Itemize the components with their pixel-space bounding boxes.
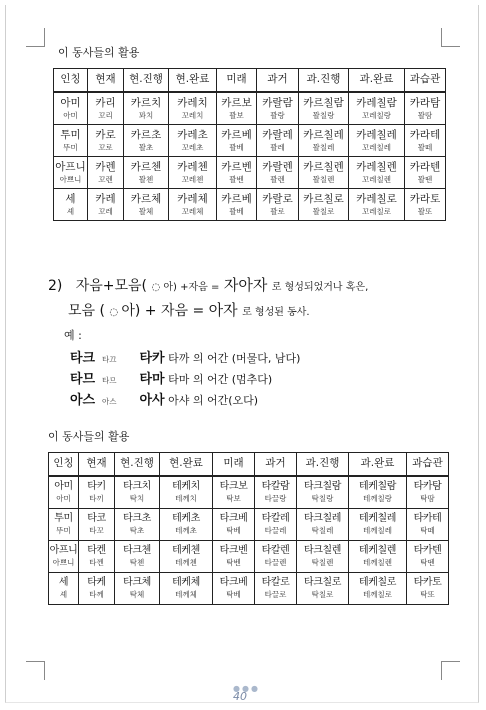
pronunciation: 꽐칠랑 [312,110,335,120]
table-cell [257,125,299,157]
column-header: 과습관 [407,453,449,477]
conjugated-form: 타크베 [219,576,248,588]
conjugated-form: 카레 [95,192,116,205]
pronunciation: 탁떼 [420,526,435,536]
table-cell [169,157,217,189]
column-header: 미래 [217,69,257,93]
conjugated-form: 타크체 [123,576,151,588]
conjugated-form: 투미 [60,128,81,141]
pronunciation: 테께치 [175,494,197,504]
pronunciation: 테께칠로 [363,590,392,600]
pronunciation: 타끼 [89,494,104,504]
table-header-row [49,453,449,477]
crop-mark-top-left [26,28,45,47]
pronunciation: 꽐뗀 [417,174,433,184]
conjugated-form: 카레초 [177,128,208,141]
table-cell [217,189,257,221]
pronunciation: 타껜 [89,558,104,568]
pronunciation: 꽐땀 [417,110,433,120]
conjugated-form: 카랄로 [262,192,293,205]
conjugated-form: 타크칠람 [303,480,342,492]
person-cell [49,509,79,541]
conjugated-form: 카레체 [177,192,208,205]
pronunciation: 꽐베 [229,206,244,216]
table-cell [299,189,349,221]
column-header: 과거 [257,69,299,93]
conjugated-form: 카랄람 [262,96,293,109]
table-cell [255,541,297,573]
table-cell [255,476,297,509]
table-row [54,92,446,125]
conjugated-form: 타키 [87,480,106,492]
conjugated-form: 카르베 [221,192,252,205]
conjugated-form: 카르베 [221,128,252,141]
pronunciation: 꼬로 [98,142,113,152]
table-cell [349,125,405,157]
conjugated-form: 타카탐 [413,480,442,492]
table-cell [79,476,115,509]
pronunciation: 꼬레칠랑 [362,110,391,120]
pronunciation: 테께첸 [175,558,197,568]
conjugated-form: 카레첸 [177,160,208,173]
pronunciation: 꽐보 [229,110,244,120]
table-cell [169,92,217,125]
pronunciation: 탁보 [226,494,241,504]
conjugated-form: 아프니 [49,544,78,556]
table-cell [349,92,405,125]
section-heading-2: 이 동사들의 활용 [48,430,130,443]
conjugated-form: 타카테 [413,512,442,524]
table-row [54,157,446,189]
table-row [54,125,446,157]
column-header: 현.완료 [169,69,217,93]
conjugated-form: 아프니 [55,160,86,173]
table-cell [349,541,407,573]
pronunciation: 꼬리 [98,110,113,120]
section-number: 2) [48,278,63,294]
conjugated-form: 카레치 [177,96,208,109]
conjugated-form: 카르초 [130,128,162,141]
conjugated-form: 타크베 [219,512,248,524]
table-cell [160,509,213,541]
conjugated-form: 세 [58,576,69,588]
table-cell [79,573,115,605]
pronunciation: 타끌랑 [264,494,287,504]
formula-part: 자음+모음( [75,278,148,294]
conjugated-form: 아미 [54,480,73,492]
pronunciation: 아미 [63,110,78,120]
conjugation-table-1 [53,68,446,221]
table-cell [299,92,349,125]
conjugated-form: 타크칠레 [303,512,342,524]
pronunciation: 타끌렌 [264,558,287,568]
pronunciation: 타끌레 [264,526,287,536]
table-header-row [54,69,446,93]
table-cell [217,92,257,125]
column-header: 인칭 [49,453,79,477]
pronunciation: 꽐벤 [229,174,244,184]
pronunciation: 탁체 [129,590,145,600]
pronunciation: 테께체 [175,590,197,600]
conjugated-form: 세 [65,192,76,205]
table-cell [160,573,213,605]
table-cell [407,476,449,509]
conjugated-form: 타칼렌 [261,544,290,556]
table-cell [349,189,405,221]
conjugated-form: 카라텐 [409,160,441,173]
table-cell [79,509,115,541]
column-header: 과.완료 [349,69,405,93]
conjugated-form: 테케첸 [172,544,200,556]
pronunciation: 탁치 [129,494,145,504]
table-cell [255,573,297,605]
pronunciation: 아쁘니 [59,174,82,184]
conjugated-form: 아미 [60,96,81,109]
column-header: 과.진행 [297,453,349,477]
table-cell [297,509,349,541]
pronunciation: 탁뗀 [420,558,435,568]
table-cell [349,573,407,605]
conjugated-form: 타크칠렌 [303,544,342,556]
pronunciation: 꽐랑 [270,110,285,120]
pronunciation: 뚜미 [56,526,71,536]
table-row [49,476,449,509]
table-cell [257,189,299,221]
conjugated-form: 타카텐 [413,544,442,556]
conjugated-form: 카레칠로 [356,192,397,205]
page-number: 40 [233,690,247,703]
table-cell [255,509,297,541]
crop-mark-top-right [441,28,460,47]
table-cell [169,189,217,221]
conjugated-form: 타켄 [87,544,106,556]
pronunciation: 꽐또 [417,206,433,216]
pronunciation: 탁칠랑 [311,494,334,504]
pronunciation: 탁초 [129,526,145,536]
conjugated-form: 카렌 [95,160,116,173]
conjugated-form: 카르칠렌 [303,160,344,173]
conjugated-form: 테케칠레 [358,512,397,524]
pronunciation: 탁칠렌 [311,558,334,568]
table-cell [160,476,213,509]
column-header: 과습관 [405,69,446,93]
pronunciation: 테께칠랑 [363,494,392,504]
conjugated-form: 카랄렌 [262,160,293,173]
pronunciation: 꽐베 [229,142,244,152]
pronunciation: 꽐칠로 [312,206,335,216]
formula-part: 아) +자음 = [163,282,220,293]
table-cell [115,476,160,509]
table-cell [124,157,169,189]
table-cell [88,92,124,125]
table-cell [257,92,299,125]
column-header: 현.완료 [160,453,213,477]
pronunciation: 테께초 [175,526,197,536]
conjugated-form: 카르첸 [130,160,162,173]
pronunciation: 탁벤 [226,558,241,568]
conjugated-form: 타크칠로 [303,576,342,588]
table-cell [79,541,115,573]
pronunciation: 꽐칠레 [312,142,335,152]
pronunciation: 꼬레초 [181,142,204,152]
person-cell [54,157,88,189]
pronunciation: 탁칠레 [311,526,334,536]
crop-mark-bottom-right [441,661,460,680]
pronunciation: 탁첸 [129,558,145,568]
pronunciation: 꼬레칠로 [362,206,391,216]
table-cell [213,573,255,605]
conjugated-form: 카르칠람 [303,96,344,109]
table-cell [297,476,349,509]
table-cell [297,541,349,573]
conjugated-form: 타크치 [123,480,151,492]
table-row [54,189,446,221]
pronunciation: 탁칠로 [311,590,334,600]
table-cell [257,157,299,189]
table-cell [115,509,160,541]
conjugated-form: 테케초 [172,512,200,524]
example-line: 타크 타끄 타카 타까 의 어간 (머물다, 남다) [70,351,301,366]
table-cell [297,573,349,605]
column-header: 과거 [255,453,297,477]
pronunciation: 꼬레 [98,206,113,216]
page-dots-ornament: ●●● [233,684,260,693]
example-line: 아스 아스 아사 아샤 의 어간(오다) [70,393,259,408]
crop-mark-bottom-left [26,661,45,680]
table-cell [299,157,349,189]
pronunciation: 셰 [66,206,75,216]
pronunciation: 꼬렌 [98,174,113,184]
section-2-line-2: 모음 ( ◌ 아) + 자음 = 아자 로 형성된 동사. [68,301,310,319]
conjugated-form: 테케체 [172,576,200,588]
pronunciation: 탁베 [226,526,241,536]
conjugated-form: 카레칠레 [356,128,397,141]
conjugated-form: 테케치 [172,480,200,492]
pronunciation: 꼬레첸 [181,174,204,184]
table-cell [405,125,446,157]
table-cell [213,541,255,573]
table-cell [124,125,169,157]
conjugated-form: 카랄레 [262,128,293,141]
table-cell [349,476,407,509]
conjugated-form: 카르체 [130,192,162,205]
column-header: 미래 [213,453,255,477]
person-cell [54,125,88,157]
conjugated-form: 카레칠람 [356,96,397,109]
pronunciation: 탁베 [226,590,241,600]
conjugated-form: 카로 [95,128,116,141]
conjugation-table-2 [48,452,449,605]
conjugated-form: 테케칠로 [358,576,397,588]
table-cell [115,573,160,605]
table-cell [169,125,217,157]
section-heading-1: 이 동사들의 활용 [58,46,140,59]
conjugated-form: 카라토 [409,192,441,205]
pronunciation: 꽐첸 [138,174,154,184]
pronunciation: 뚜미 [63,142,78,152]
pronunciation: 꼬레체 [181,206,204,216]
column-header: 인칭 [54,69,88,93]
column-header: 현.진행 [115,453,160,477]
table-cell [124,92,169,125]
formula-result: 아자 [208,301,238,319]
table-cell [405,189,446,221]
table-cell [217,157,257,189]
conjugated-form: 타크보 [219,480,248,492]
conjugated-form: 카르치 [130,96,162,109]
pronunciation: 타께 [89,590,104,600]
conjugated-form: 테케칠람 [358,480,397,492]
table-cell [160,541,213,573]
table-row [49,573,449,605]
table-cell [299,125,349,157]
pronunciation: 꼬레칠레 [362,142,391,152]
conjugated-form: 투미 [54,512,73,524]
table-cell [407,573,449,605]
table-cell [213,476,255,509]
pronunciation: 꽐떼 [417,142,433,152]
formula-part: 모음 ( [68,303,105,319]
person-cell [49,476,79,509]
column-header: 현.진행 [124,69,169,93]
table-cell [405,92,446,125]
conjugated-form: 타크벤 [219,544,248,556]
pronunciation: 꽐초 [138,142,154,152]
table-cell [349,509,407,541]
person-cell [54,189,88,221]
conjugated-form: 타칼람 [261,480,290,492]
formula-note: 로 형성되었거나 혹은, [271,282,369,293]
conjugated-form: 카리 [95,96,116,109]
example-label: 예 : [64,329,82,342]
pronunciation: 아쁘니 [52,558,75,568]
example-line: 타므 타므 타마 타마 의 어간 (멈추다) [70,372,273,387]
table-cell [405,157,446,189]
column-header: 과.완료 [349,453,407,477]
pronunciation: 셰 [59,590,68,600]
pronunciation: 꽈치 [138,110,154,120]
table-cell [407,509,449,541]
conjugated-form: 카르보 [221,96,252,109]
table-cell [349,157,405,189]
pronunciation: 꽐레 [270,142,285,152]
conjugated-form: 타칼로 [261,576,290,588]
conjugated-form: 타크첸 [123,544,151,556]
table-cell [88,189,124,221]
pronunciation: 꽐체 [138,206,154,216]
pronunciation: 꽐로 [270,206,285,216]
pronunciation: 테께칠렌 [363,558,392,568]
pronunciation: 꽐칠렌 [312,174,335,184]
table-cell [213,509,255,541]
column-header: 현재 [88,69,124,93]
formula-part: 아) + 자음 = [121,303,205,319]
table-cell [115,541,160,573]
table-cell [124,189,169,221]
person-cell [49,573,79,605]
table-row [49,509,449,541]
pronunciation: 타꼬 [89,526,104,536]
table-cell [88,157,124,189]
pronunciation: 타끌로 [264,590,287,600]
conjugated-form: 테케칠렌 [358,544,397,556]
section-2-line-1: 2) 자음+모음( ◌ 아) +자음 = 자아자 로 형성되었거나 혹은, [48,276,369,294]
conjugated-form: 카레칠렌 [356,160,397,173]
pronunciation: 탁또 [420,590,435,600]
conjugated-form: 타크초 [123,512,151,524]
formula-note: 로 형성된 동사. [242,307,310,318]
person-cell [54,92,88,125]
table-cell [217,125,257,157]
table-row [49,541,449,573]
conjugated-form: 타코 [87,512,106,524]
pronunciation: 테께칠레 [363,526,392,536]
pronunciation: 꽐렌 [270,174,285,184]
column-header: 과.진행 [299,69,349,93]
pronunciation: 아미 [56,494,71,504]
column-header: 현재 [79,453,115,477]
conjugated-form: 타케 [87,576,106,588]
pronunciation: 꼬레치 [181,110,204,120]
pronunciation: 탁땀 [420,494,435,504]
conjugated-form: 타카토 [413,576,442,588]
pronunciation: 꼬레칠렌 [362,174,391,184]
conjugated-form: 카라테 [409,128,441,141]
conjugated-form: 타칼레 [261,512,290,524]
conjugated-form: 카라탐 [409,96,441,109]
table-cell [88,125,124,157]
formula-result: 자아자 [223,276,268,294]
conjugated-form: 카르칠로 [303,192,344,205]
table-cell [407,541,449,573]
conjugated-form: 카르칠레 [303,128,344,141]
person-cell [49,541,79,573]
conjugated-form: 카르벤 [221,160,252,173]
